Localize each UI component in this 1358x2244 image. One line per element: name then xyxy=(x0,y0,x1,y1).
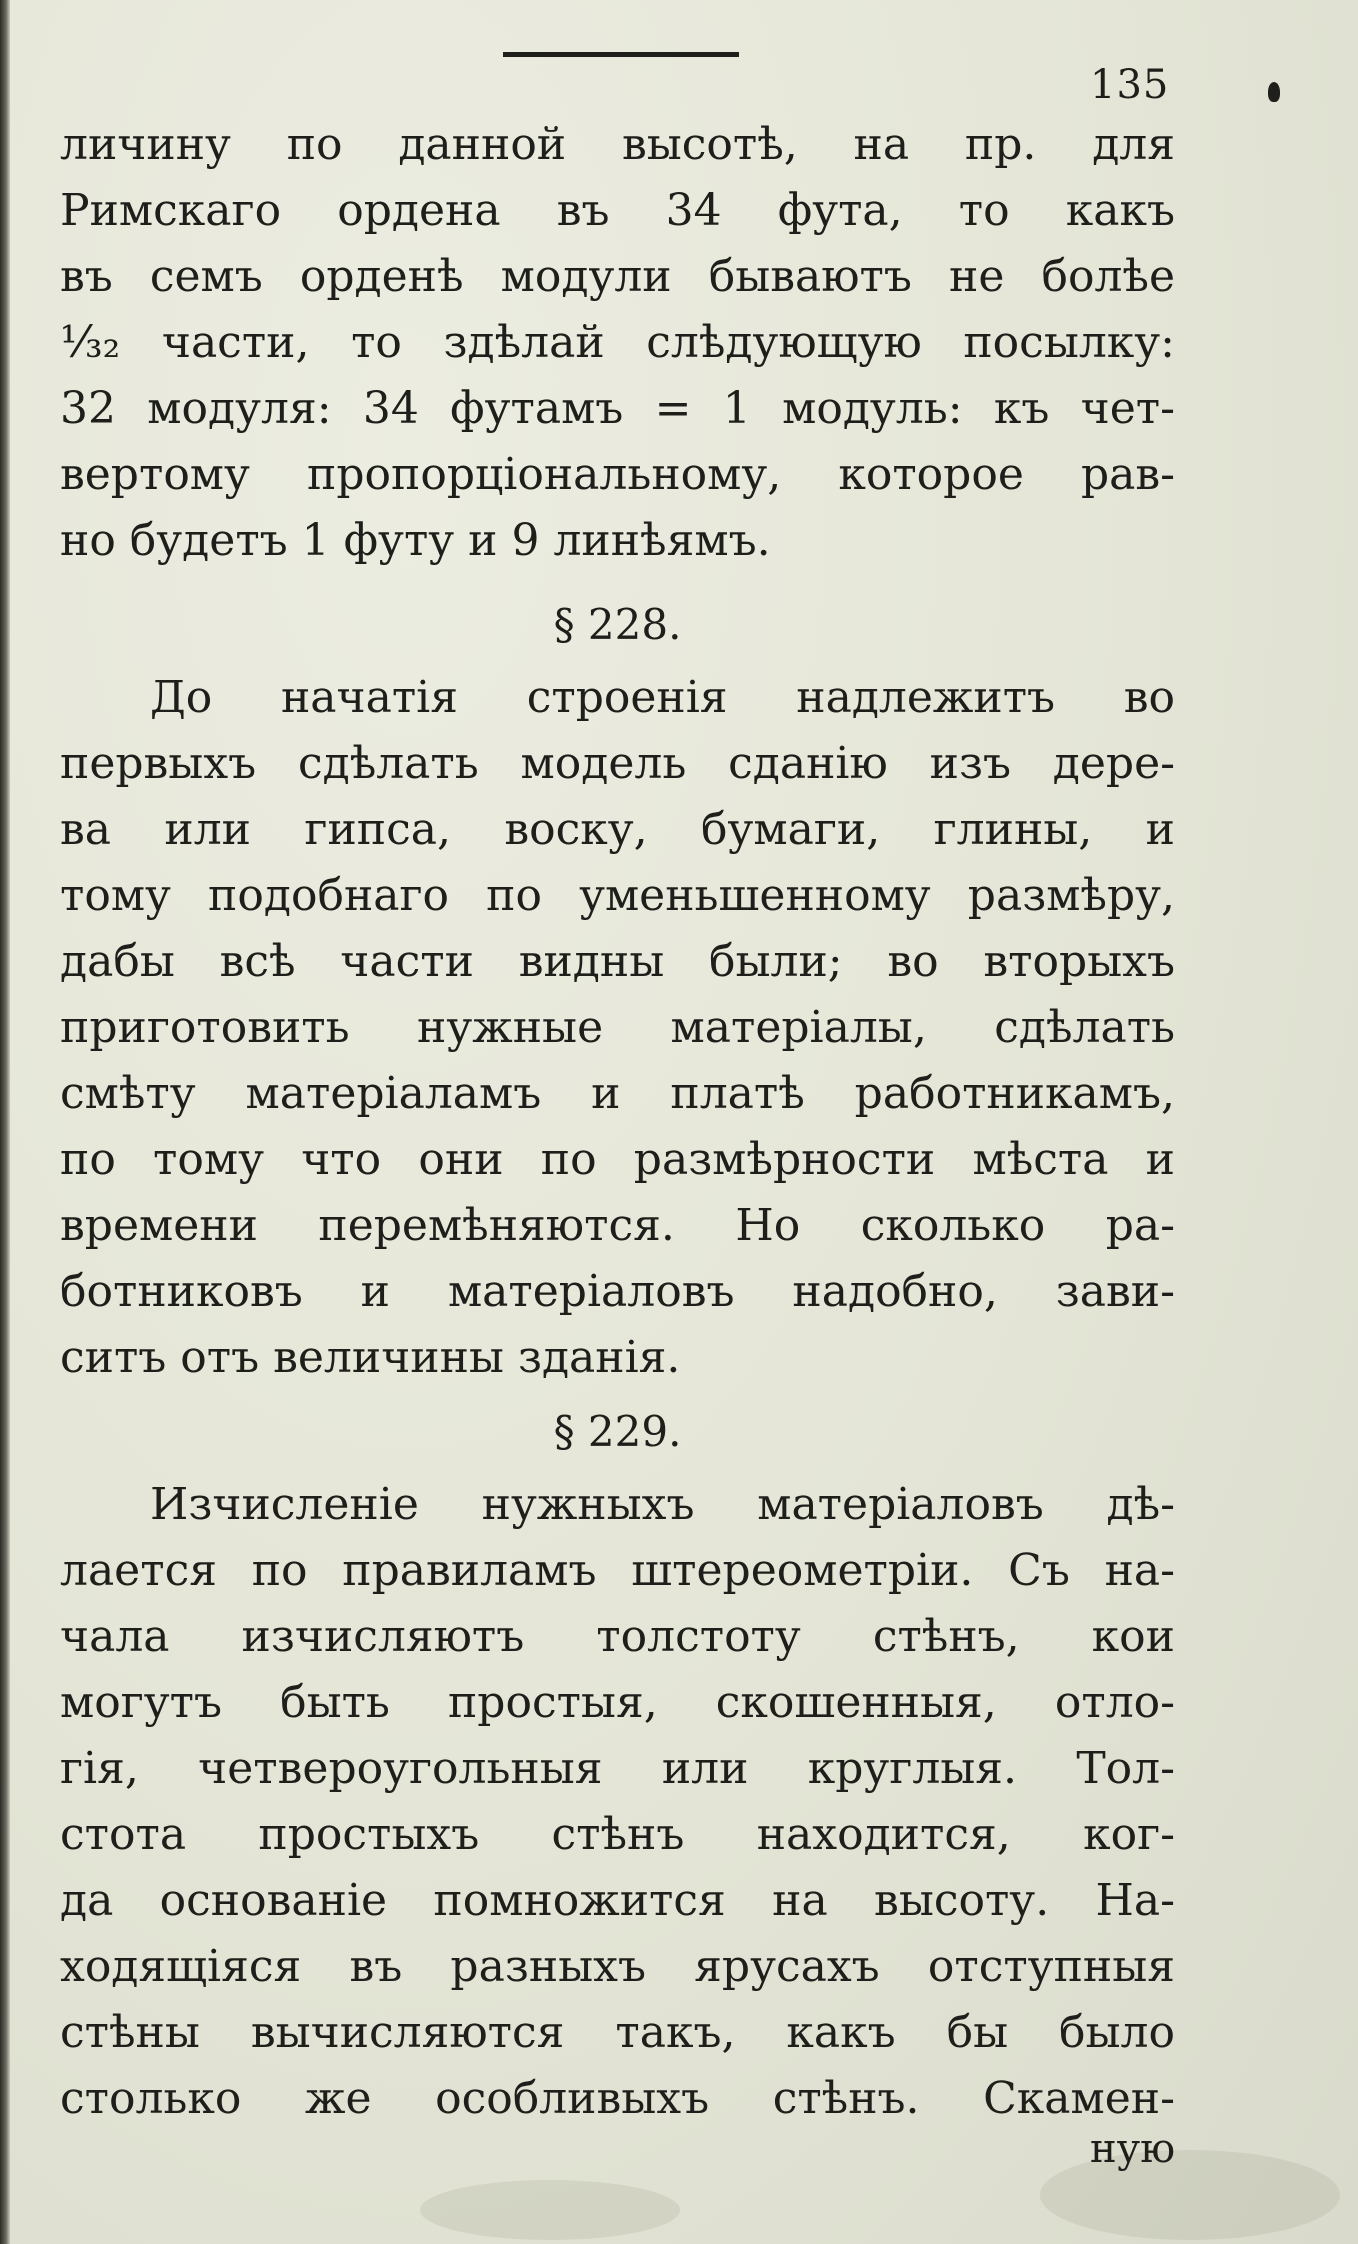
text-line: ботниковъ и матеріаловъ надобно, зави- xyxy=(60,1266,1175,1317)
text-line: чала изчисляютъ толстоту стѣнъ, кои xyxy=(60,1611,1175,1662)
text-line: стота простыхъ стѣнъ находится, ког- xyxy=(60,1809,1175,1860)
catchword: ную xyxy=(1090,2126,1176,2172)
ink-mark xyxy=(1268,82,1280,102)
text-line: тому подобнаго по уменьшенному размѣру, xyxy=(60,870,1175,921)
text-line: могутъ быть простыя, скошенныя, отло- xyxy=(60,1677,1175,1728)
text-line: Римскаго ордена въ 34 фута, то какъ xyxy=(60,185,1175,236)
section-heading: § 228. xyxy=(553,600,682,649)
text-line: дабы всѣ части видны были; во вторыхъ xyxy=(60,936,1175,987)
text-line: До начатія строенія надлежитъ во xyxy=(150,672,1175,723)
page-spine-shadow xyxy=(0,0,10,2244)
paragraph-continuation xyxy=(60,112,1175,574)
text-line: времени перемѣняются. Но сколько ра- xyxy=(60,1200,1175,1251)
text-line: гія, четвероугольныя или круглыя. Тол- xyxy=(60,1743,1175,1794)
header-rule xyxy=(503,52,739,57)
text-line: да основаніе помножится на высоту. На- xyxy=(60,1875,1175,1926)
text-line: первыхъ сдѣлать модель сданію изъ дере- xyxy=(60,738,1175,789)
text-line: личину по данной высотѣ, на пр. для xyxy=(60,119,1175,170)
text-line: но будетъ 1 футу и 9 линѣямъ. xyxy=(60,515,771,566)
text-line: Изчисленіе нужныхъ матеріаловъ дѣ- xyxy=(150,1479,1175,1530)
paper-stain xyxy=(1040,2150,1340,2240)
text-line: приготовить нужные матеріалы, сдѣлать xyxy=(60,1002,1175,1053)
text-line: вертому пропорціональному, которое рав- xyxy=(60,449,1175,500)
text-line: 32 модуля: 34 футамъ = 1 модуль: къ чет- xyxy=(60,383,1175,434)
section-heading: § 229. xyxy=(553,1407,682,1456)
text-line: стѣны вычисляются такъ, какъ бы было xyxy=(60,2007,1175,2058)
text-line: столько же особливыхъ стѣнъ. Скамен- xyxy=(60,2073,1175,2124)
paper-stain xyxy=(420,2180,680,2240)
text-line: ¹⁄₃₂ части, то здѣлай слѣдующую посылку: xyxy=(60,317,1175,368)
page-number: 135 xyxy=(1090,62,1170,108)
text-line: смѣту матеріаламъ и платѣ работникамъ, xyxy=(60,1068,1175,1119)
text-line: ходящіяся въ разныхъ ярусахъ отступныя xyxy=(60,1941,1175,1992)
text-line: по тому что они по размѣрности мѣста и xyxy=(60,1134,1175,1185)
text-line: ситъ отъ величины зданія. xyxy=(60,1332,681,1383)
text-line: лается по правиламъ штереометріи. Съ на- xyxy=(60,1545,1175,1596)
section-228 xyxy=(60,585,1175,1391)
text-line: въ семъ орденѣ модули бываютъ не болѣе xyxy=(60,251,1175,302)
text-line: ва или гипса, воску, бумаги, глины, и xyxy=(60,804,1175,855)
section-229 xyxy=(60,1392,1175,2132)
